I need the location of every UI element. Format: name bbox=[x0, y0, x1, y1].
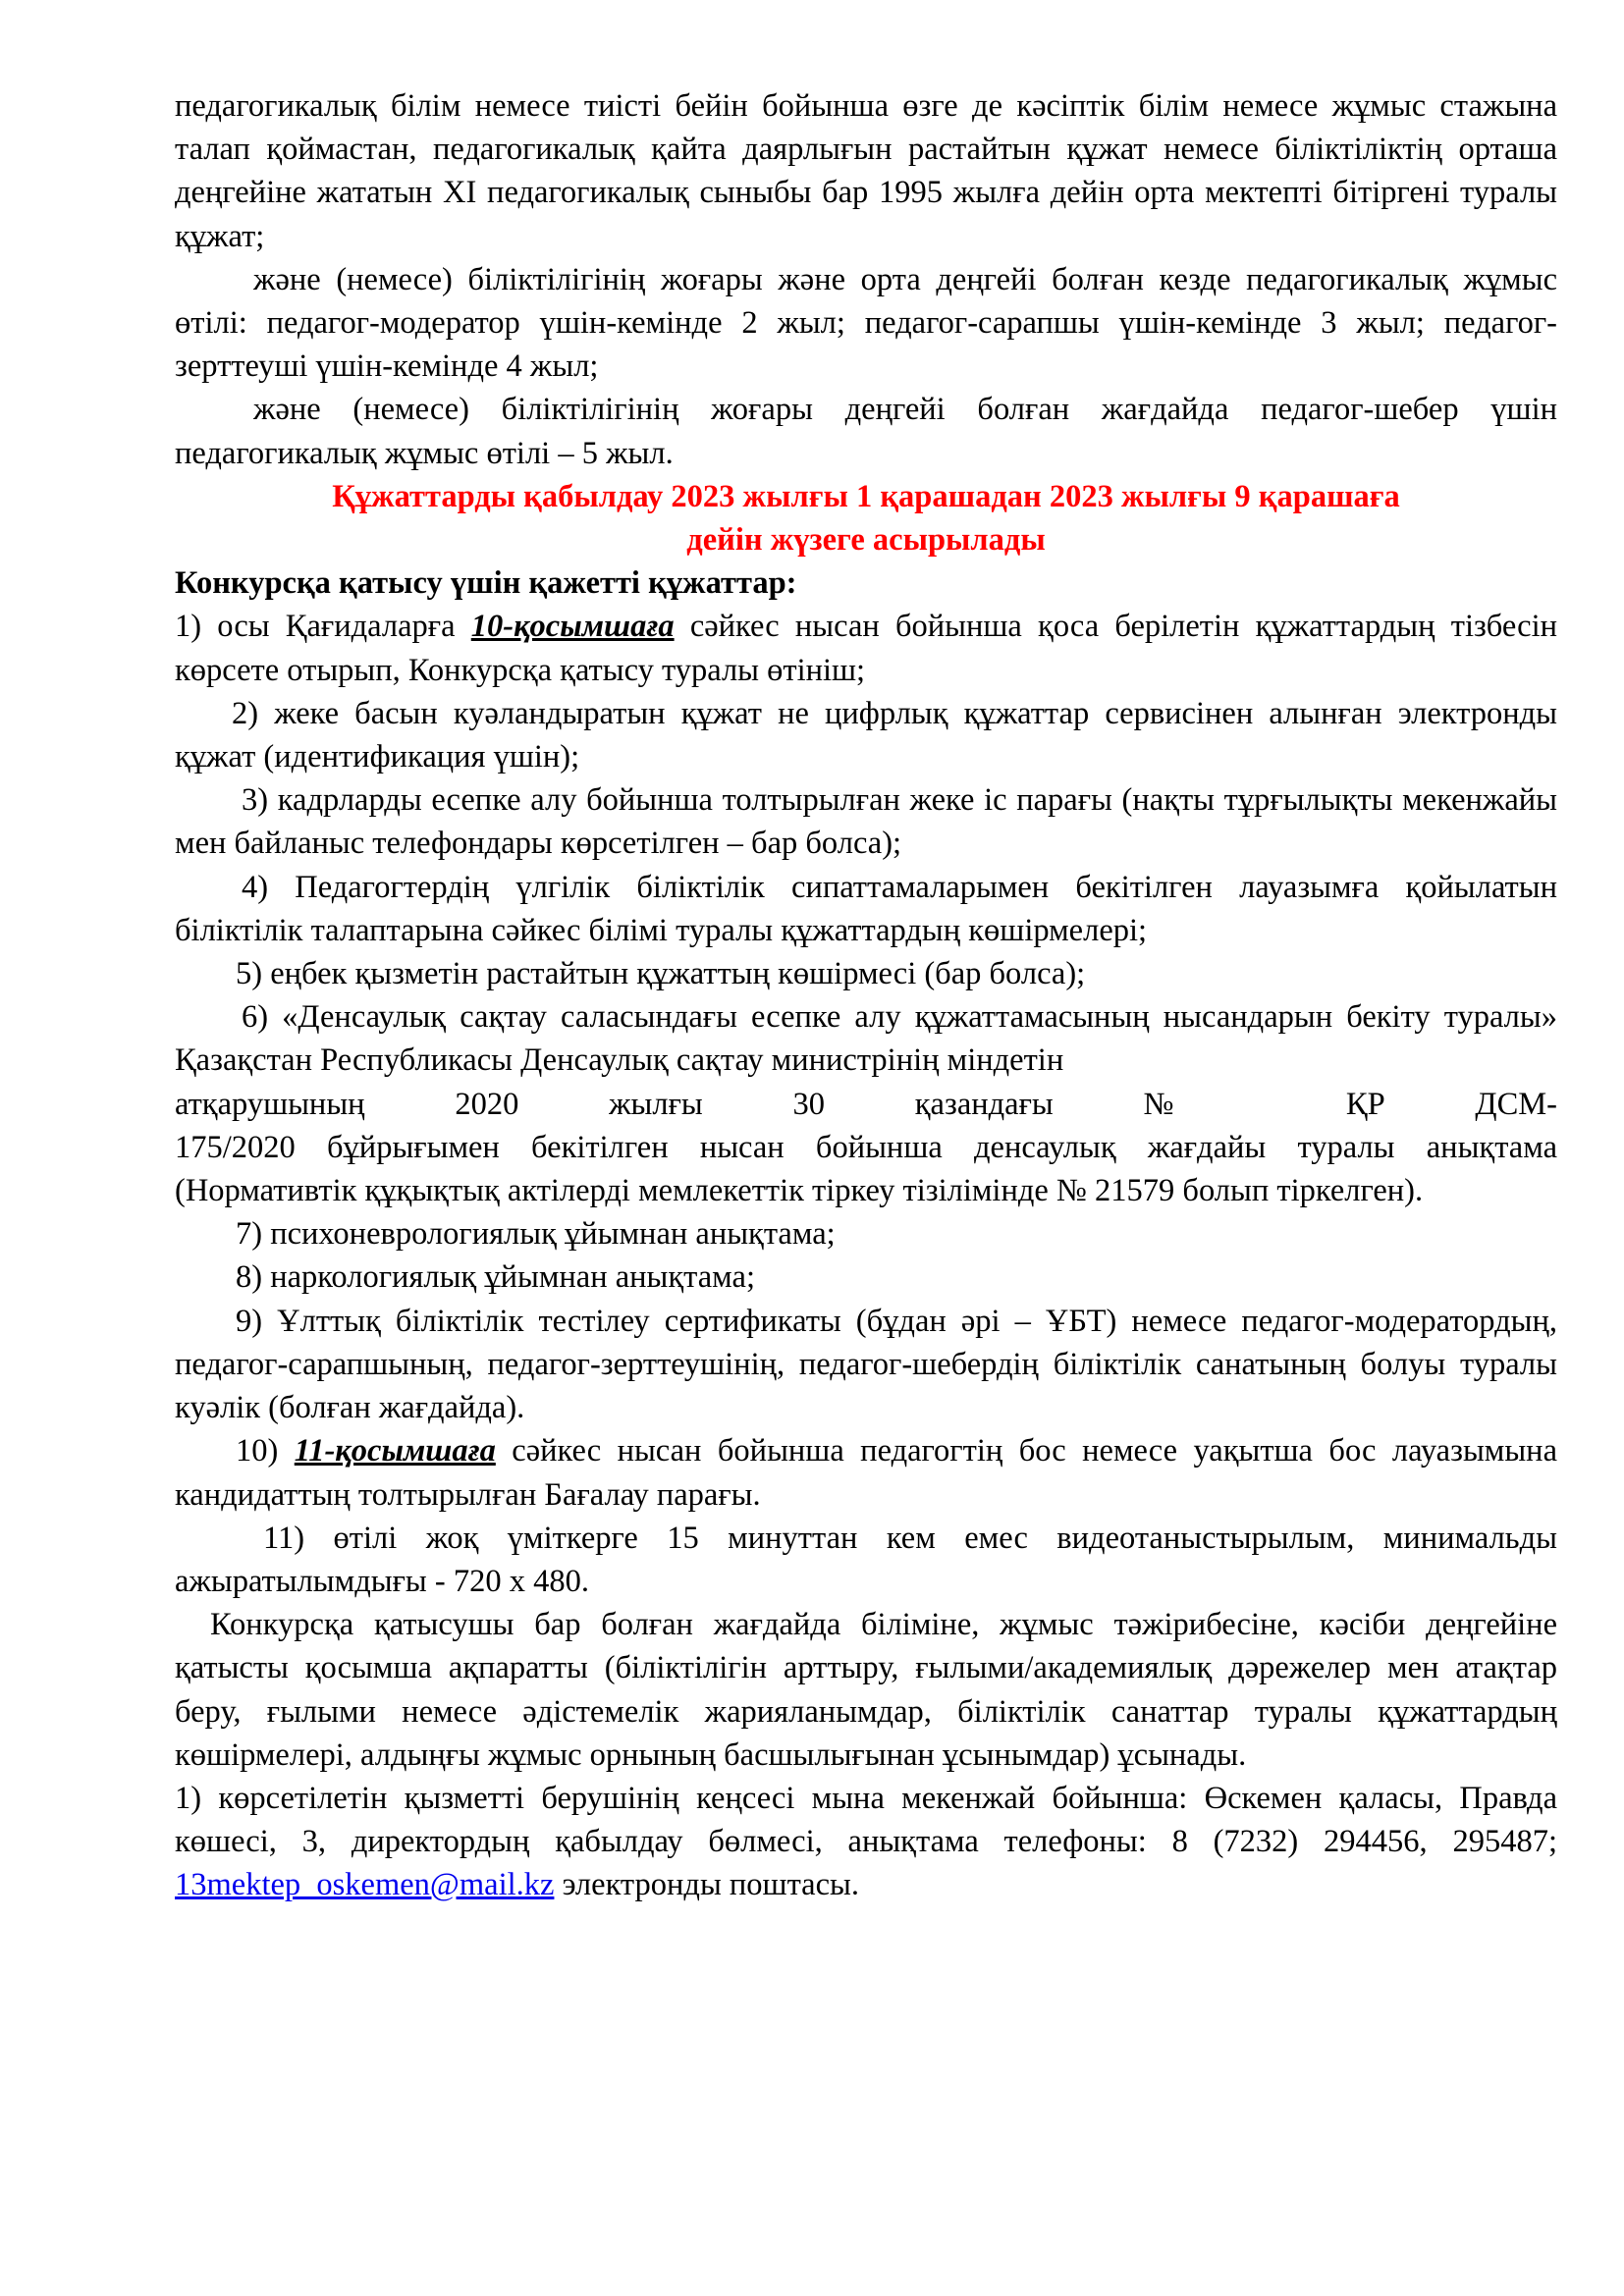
contact-paragraph bbox=[175, 1777, 1557, 1907]
master-paragraph: және (немесе) біліктілігінің жоғары деңгейі болған жағдайда педагог-шебер үшін педагогикалық жұмыс өтілі – 5 жыл. bbox=[175, 392, 1557, 471]
list-item-1-text-a: 1) осы Қағидаларға bbox=[175, 609, 471, 645]
documents-heading: Конкурсқа қатысу үшін қажетті құжаттар: bbox=[175, 565, 797, 602]
list-item-9: 9) Ұлттық біліктілік тестілеу сертификаты (бұдан әрі – ҰБТ) немесе педагог-модератордың, педагог-сарапшының, педагог-зерттеушінің, педагог-шебердің біліктілік санатының болуы туралы куәлік (болған жағдайда). bbox=[175, 1303, 1557, 1426]
list-item-1-text-b: сәйкес нысан бойынша қоса берілетін құжаттардың тізбесін көрсете отырып, Конкурсқа қатысу туралы өтініш; bbox=[175, 609, 1557, 688]
list-item-6-rest: 175/2020 бұйрығымен бекітілген нысан бойынша денсаулық жағдайы туралы анықтама (Нормативтік құқықтық актілерді мемлекеттік тіркеу тізілімінде № 21579 болып тіркелген). bbox=[175, 1129, 1557, 1209]
list-item-10-text-a: 10) bbox=[236, 1433, 295, 1469]
list-item-6 bbox=[175, 995, 1557, 1082]
deadline-notice-line1: Құжаттарды қабылдау 2023 жылғы 1 қарашадан 2023 жылғы 9 қарашаға bbox=[332, 478, 1400, 514]
list-item-11: 11) өтілі жоқ үміткерге 15 минуттан кем емес видеотаныстырылым, минимальды ажыратылымдығы - 720 x 480. bbox=[175, 1520, 1557, 1599]
experience-paragraph: және (немесе) біліктілігінің жоғары және орта деңгейі болған кезде педагогикалық жұмыс өтілі: педагог-модератор үшін-кемінде 2 жыл; педагог-сарапшы үшін-кемінде 3 жыл; педагог-зерттеуші үшін-кемінде 4 жыл; bbox=[175, 261, 1557, 385]
list-item-6-text-a: 6) «Денсаулық сақтау саласындағы есепке алу құжаттамасының нысандарын бекіту туралы» Қазақстан Республикасы Денсаулық сақтау министрінің міндетін bbox=[175, 999, 1557, 1079]
list-item-8: 8) наркологиялық ұйымнан анықтама; bbox=[236, 1259, 755, 1296]
additional-info-paragraph: Конкурсқа қатысушы бар болған жағдайда біліміне, жұмыс тәжірибесіне, кәсіби деңгейіне қатысты қосымша ақпаратты (біліктілігін арттыру, ғылыми/академиялық дәрежелер мен атақтар беру, ғылыми немесе әдістемелік жарияланымдар, біліктілік санаттар туралы құжаттардың көшірмелері, алдыңғы жұмыс орнының басшылығынан ұсынымдар) ұсынады. bbox=[175, 1607, 1557, 1773]
deadline-notice-line2: дейін жүзеге асырылады bbox=[686, 522, 1046, 559]
list-item-5: 5) еңбек қызметін растайтын құжаттың көшірмесі (бар болса); bbox=[236, 956, 1086, 992]
email-link[interactable]: 13mektep_oskemen@mail.kz bbox=[175, 1867, 555, 1903]
appendix-11-link[interactable]: 11-қосымшаға bbox=[294, 1433, 496, 1469]
list-item-10-text-b: сәйкес нысан бойынша педагогтің бос немесе уақытша бос лауазымына кандидаттың толтырылған Бағалау парағы. bbox=[175, 1433, 1557, 1513]
deadline-notice bbox=[175, 475, 1557, 561]
list-item-2: 2) жеке басын куәландыратын құжат не цифрлық құжаттар сервисінен алынған электронды құжат (идентификация үшін); bbox=[175, 695, 1557, 775]
intro-paragraph: педагогикалық білім немесе тиісті бейін бойынша өзге де кәсіптік білім немесе жұмыс стажына талап қоймастан, педагогикалық қайта даярлығын растайтын құжат немесе біліктіліктің орташа деңгейіне жататын XI педагогикалық сыныбы бар 1995 жылға дейін орта мектепті бітіргені туралы құжат; bbox=[175, 88, 1557, 254]
list-item-1 bbox=[175, 605, 1557, 691]
contact-suffix: электронды поштасы. bbox=[554, 1867, 859, 1903]
list-item-3: 3) кадрларды есепке алу бойынша толтырылған жеке іс парағы (нақты тұрғылықты мекенжайы мен байланыс телефондары көрсетілген – бар болса); bbox=[175, 782, 1557, 862]
list-item-6-line: атқарушының 2020 жылғы 30 қазандағы № ҚР ДСМ- bbox=[175, 1086, 1557, 1122]
document-page bbox=[175, 84, 1557, 1907]
contact-address: 1) көрсетілетін қызметті берушінің кеңсесі мына мекенжай бойынша: Өскемен қаласы, Правда көшесі, 3, директордың қабылдау бөлмесі, анықтама телефоны: 8 (7232) 294456, 295487; bbox=[175, 1780, 1557, 1860]
list-item-10 bbox=[175, 1429, 1557, 1516]
list-item-4: 4) Педагогтердің үлгілік біліктілік сипаттамаларымен бекітілген лауазымға қойылатын біліктілік талаптарына сәйкес білімі туралы құжаттардың көшірмелері; bbox=[175, 869, 1557, 948]
list-item-7: 7) психоневрологиялық ұйымнан анықтама; bbox=[236, 1216, 836, 1253]
appendix-10-link[interactable]: 10-қосымшаға bbox=[470, 609, 675, 645]
